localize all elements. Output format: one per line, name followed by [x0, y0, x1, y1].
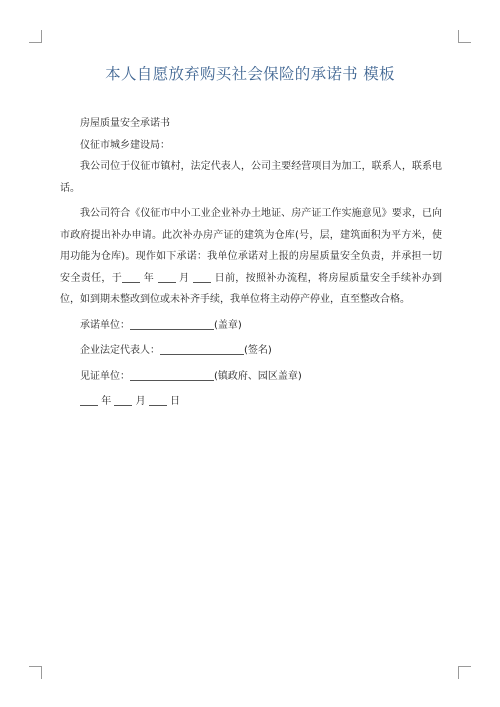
date-day: 日 — [169, 396, 180, 407]
sign-rep-note: (签名) — [244, 345, 272, 356]
crop-mark-top-left — [29, 30, 42, 43]
sign-rep-label: 企业法定代表人： — [80, 345, 160, 356]
date-blank-month — [114, 393, 132, 406]
crop-mark-bottom-right — [458, 666, 471, 679]
crop-mark-top-right — [458, 30, 471, 43]
date-year: 年 — [101, 396, 112, 407]
date-month: 月 — [135, 396, 146, 407]
paragraph-1: 我公司位于仪征市镇村，法定代表人，公司主要经营项目为加工，联系人，联系电话。 — [60, 161, 442, 194]
paragraph-2 — [60, 203, 442, 311]
sign-unit-blank — [130, 317, 214, 330]
witness-blank — [130, 368, 214, 381]
paragraph-2-part-b: 日前，按照补办流程，将房屋质量安全手续补办到位，如到期未整改到位或未补齐手续，我单位将主动停产停业，直至整改合格。 — [60, 272, 443, 305]
addressee: 仪征市城乡建设局： — [80, 139, 170, 151]
sign-unit-line — [60, 315, 442, 337]
date-line — [60, 391, 442, 413]
sign-rep-blank — [160, 342, 244, 355]
witness-line — [60, 366, 442, 388]
paragraph-2-month: 月 — [179, 272, 190, 284]
document-title: 本人自愿放弃购买社会保险的承诺书 模板 — [105, 65, 395, 83]
sign-unit-label: 承诺单位： — [80, 319, 130, 331]
blank-month — [158, 270, 176, 283]
heading-label: 房屋质量安全承诺书 — [80, 118, 170, 129]
crop-mark-bottom-left — [29, 666, 42, 679]
blank-year — [122, 270, 140, 283]
witness-note: (镇政府、园区盖章) — [214, 370, 302, 382]
sign-rep-line — [60, 340, 442, 362]
document-body — [60, 113, 442, 413]
witness-label: 见证单位： — [80, 370, 130, 382]
sign-unit-note: (盖章) — [214, 319, 242, 331]
date-blank-day — [149, 393, 167, 406]
paragraph-2-part-a: 我公司符合《仪征市中小工业企业补办土地证、房产证工作实施意见》要求，已向市政府提出补办申请。此次补办房产证的建筑为仓库(号，层，建筑面积为平方米，使用功能为仓库)。现作如下承诺：我单位承诺对上报的房屋质量安全负责，并承担一切安全责任，于 — [60, 208, 442, 284]
blank-day — [193, 270, 211, 283]
date-blank-year — [80, 393, 98, 406]
paragraph-2-year: 年 — [143, 272, 155, 284]
